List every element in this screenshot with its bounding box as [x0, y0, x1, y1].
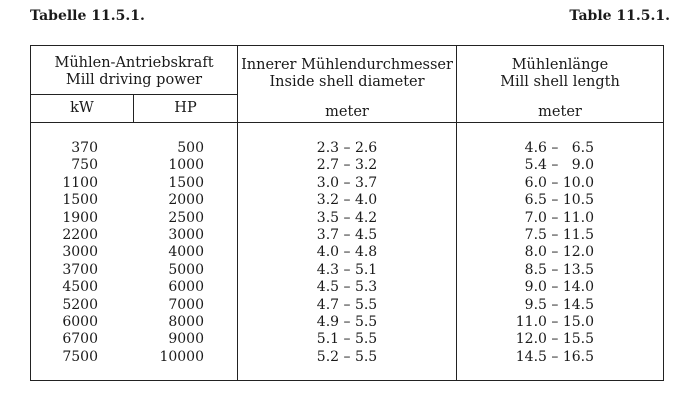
- cell-diameter: 4.7 – 5.5: [316, 296, 378, 313]
- cell-hp: 7000: [168, 296, 204, 313]
- cell-diameter: 4.5 – 5.3: [316, 279, 378, 296]
- cell-kw: 6000: [62, 314, 98, 331]
- cell-hp: 4000: [168, 244, 204, 261]
- header-length-en: Mill shell length: [500, 74, 620, 90]
- cell-length: 5.4 – 9.0: [524, 157, 594, 174]
- unit-kw: kW: [70, 100, 94, 116]
- cell-hp: 5000: [168, 261, 204, 278]
- cell-diameter: 3.5 – 4.2: [316, 209, 378, 226]
- cell-kw: 1900: [62, 209, 98, 226]
- unit-diameter: meter: [325, 104, 369, 120]
- cell-kw: 3700: [62, 261, 98, 278]
- cell-hp: 500: [177, 140, 204, 156]
- cell-kw: 6700: [62, 331, 98, 348]
- header-power-de: Mühlen-Antriebskraft: [54, 55, 214, 71]
- cell-diameter: 2.3 – 2.6: [316, 140, 378, 156]
- header-length-de: Mühlenlänge: [511, 57, 609, 73]
- cell-length: 8.0 – 12.0: [524, 244, 594, 261]
- column-hp: [140, 140, 204, 366]
- cell-kw: 5200: [62, 296, 98, 313]
- cell-hp: 3000: [168, 227, 204, 244]
- cell-length: 11.0 – 15.0: [515, 314, 594, 331]
- cell-hp: 6000: [168, 279, 204, 296]
- cell-kw: 370: [71, 140, 98, 156]
- cell-kw: 1500: [62, 192, 98, 209]
- cell-length: 7.0 – 11.0: [524, 209, 594, 226]
- table-caption-english: Table 11.5.1.: [569, 8, 670, 24]
- cell-kw: 750: [71, 157, 98, 174]
- cell-length: 8.5 – 13.5: [524, 261, 594, 278]
- cell-length: 12.0 – 15.5: [515, 331, 594, 348]
- cell-diameter: 4.0 – 4.8: [316, 244, 378, 261]
- header-diameter: [238, 57, 456, 91]
- header-length: [457, 57, 663, 91]
- cell-diameter: 3.7 – 4.5: [316, 227, 378, 244]
- cell-kw: 7500: [62, 348, 98, 365]
- header-power-en: Mill driving power: [65, 72, 203, 88]
- cell-hp: 1000: [168, 157, 204, 174]
- cell-hp: 9000: [168, 331, 204, 348]
- cell-diameter: 4.3 – 5.1: [316, 261, 378, 278]
- cell-diameter: 4.9 – 5.5: [316, 314, 378, 331]
- cell-kw: 1100: [62, 174, 98, 191]
- unit-length: meter: [538, 104, 582, 120]
- cell-kw: 4500: [62, 279, 98, 296]
- cell-length: 6.0 – 10.0: [524, 174, 594, 191]
- cell-diameter: 5.1 – 5.5: [316, 331, 378, 348]
- cell-diameter: 5.2 – 5.5: [316, 348, 378, 365]
- column-length: [500, 140, 594, 366]
- table-caption-german: Tabelle 11.5.1.: [30, 8, 145, 24]
- cell-length: 4.6 – 6.5: [524, 140, 594, 156]
- cell-length: 6.5 – 10.5: [524, 192, 594, 209]
- cell-length: 7.5 – 11.5: [524, 227, 594, 244]
- units-rule: [31, 122, 663, 123]
- column-diameter: [237, 140, 457, 366]
- cell-length: 9.5 – 14.5: [524, 296, 594, 313]
- cell-hp: 2000: [168, 192, 204, 209]
- cell-length: 9.0 – 14.0: [524, 279, 594, 296]
- cell-diameter: 3.0 – 3.7: [316, 174, 378, 191]
- header-power: [31, 55, 237, 89]
- cell-hp: 10000: [159, 348, 204, 365]
- header-rule: [31, 94, 237, 95]
- cell-diameter: 3.2 – 4.0: [316, 192, 378, 209]
- header-diameter-de: Innerer Mühlendurchmesser: [241, 57, 453, 73]
- cell-length: 14.5 – 16.5: [515, 348, 594, 365]
- cell-hp: 8000: [168, 314, 204, 331]
- cell-kw: 2200: [62, 227, 98, 244]
- cell-hp: 1500: [168, 174, 204, 191]
- column-kw: [30, 140, 98, 366]
- cell-diameter: 2.7 – 3.2: [316, 157, 378, 174]
- unit-hp: HP: [174, 100, 197, 116]
- header-diameter-en: Inside shell diameter: [269, 74, 425, 90]
- cell-hp: 2500: [168, 209, 204, 226]
- cell-kw: 3000: [62, 244, 98, 261]
